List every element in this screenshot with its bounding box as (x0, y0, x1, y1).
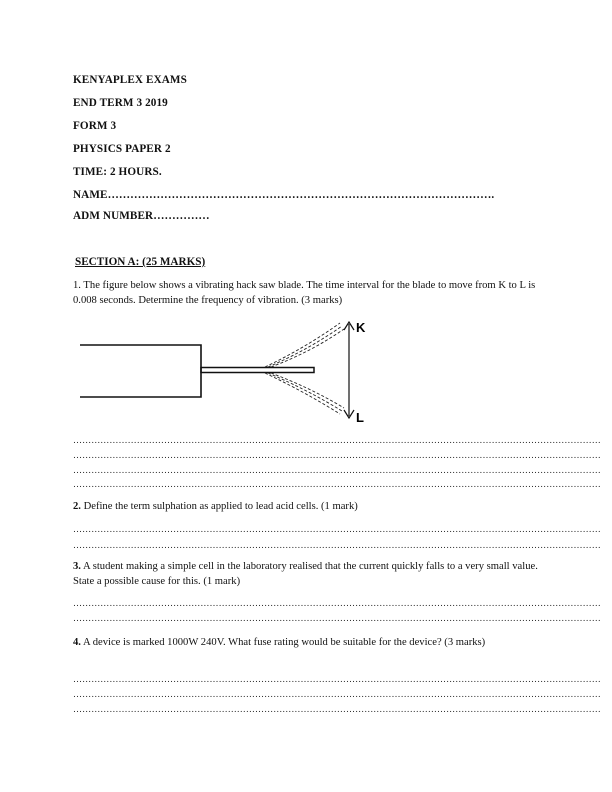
blade-lower-position-2 (268, 373, 342, 411)
question-3-number: 3. (73, 561, 81, 572)
blade-lower-position-1 (265, 373, 340, 414)
section-heading: SECTION A: (25 MARKS) (75, 256, 206, 268)
exam-paper: PHYSICS PAPER 2 (73, 143, 171, 155)
answer-line: ………………………………………………………………………………………………………………………………………………………… (73, 704, 601, 714)
question-2-number: 2. (73, 501, 81, 512)
question-2-text: Define the term sulphation as applied to lead acid cells. (1 mark) (83, 501, 358, 512)
question-3 (73, 559, 543, 589)
exam-form: FORM 3 (73, 120, 117, 132)
answer-line: ………………………………………………………………………………………………………………………………………………………… (73, 524, 601, 534)
answer-line: ………………………………………………………………………………………………………………………………………………………… (73, 674, 601, 684)
exam-term: END TERM 3 2019 (73, 97, 168, 109)
blade-upper-position-3 (271, 329, 344, 367)
question-4 (73, 635, 543, 650)
question-2 (73, 499, 543, 514)
answer-line: ………………………………………………………………………………………………………………………………………………………… (73, 450, 601, 460)
blade (201, 368, 314, 373)
label-l: L (356, 410, 364, 425)
question-3-text: A student making a simple cell in the laboratory realised that the current quickly falls to a very small value. State a possible cause for this. (1 mark) (73, 561, 538, 587)
answer-line: ………………………………………………………………………………………………………………………………………………………… (73, 479, 601, 489)
question-1-text: The figure below shows a vibrating hack saw blade. The time interval for the blade to move from K to L is 0.008 seconds. Determine the frequency of vibration. (3 marks) (73, 280, 536, 306)
answer-line: ………………………………………………………………………………………………………………………………………………………… (73, 435, 601, 445)
answer-line: ………………………………………………………………………………………………………………………………………………………… (73, 689, 601, 699)
clamp-outline (80, 345, 201, 397)
answer-line: ………………………………………………………………………………………………………………………………………………………… (73, 613, 601, 623)
blade-upper-position-1 (265, 323, 340, 367)
exam-board: KENYAPLEX EXAMS (73, 74, 187, 86)
answer-line: ………………………………………………………………………………………………………………………………………………………… (73, 540, 601, 550)
blade-lower-position-3 (271, 373, 344, 408)
question-4-text: A device is marked 1000W 240V. What fuse rating would be suitable for the device? (3 marks) (83, 637, 486, 648)
answer-line: ………………………………………………………………………………………………………………………………………………………… (73, 598, 601, 608)
answer-line: ………………………………………………………………………………………………………………………………………………………… (73, 465, 601, 475)
name-field: NAME…………………………………………………………………………………………. (73, 189, 495, 201)
label-k: K (356, 320, 366, 335)
blade-upper-position-2 (268, 326, 342, 367)
question-1-number: 1. (73, 280, 81, 291)
question-4-number: 4. (73, 637, 81, 648)
exam-time: TIME: 2 HOURS. (73, 166, 162, 178)
adm-number-field: ADM NUMBER…………… (73, 210, 210, 222)
